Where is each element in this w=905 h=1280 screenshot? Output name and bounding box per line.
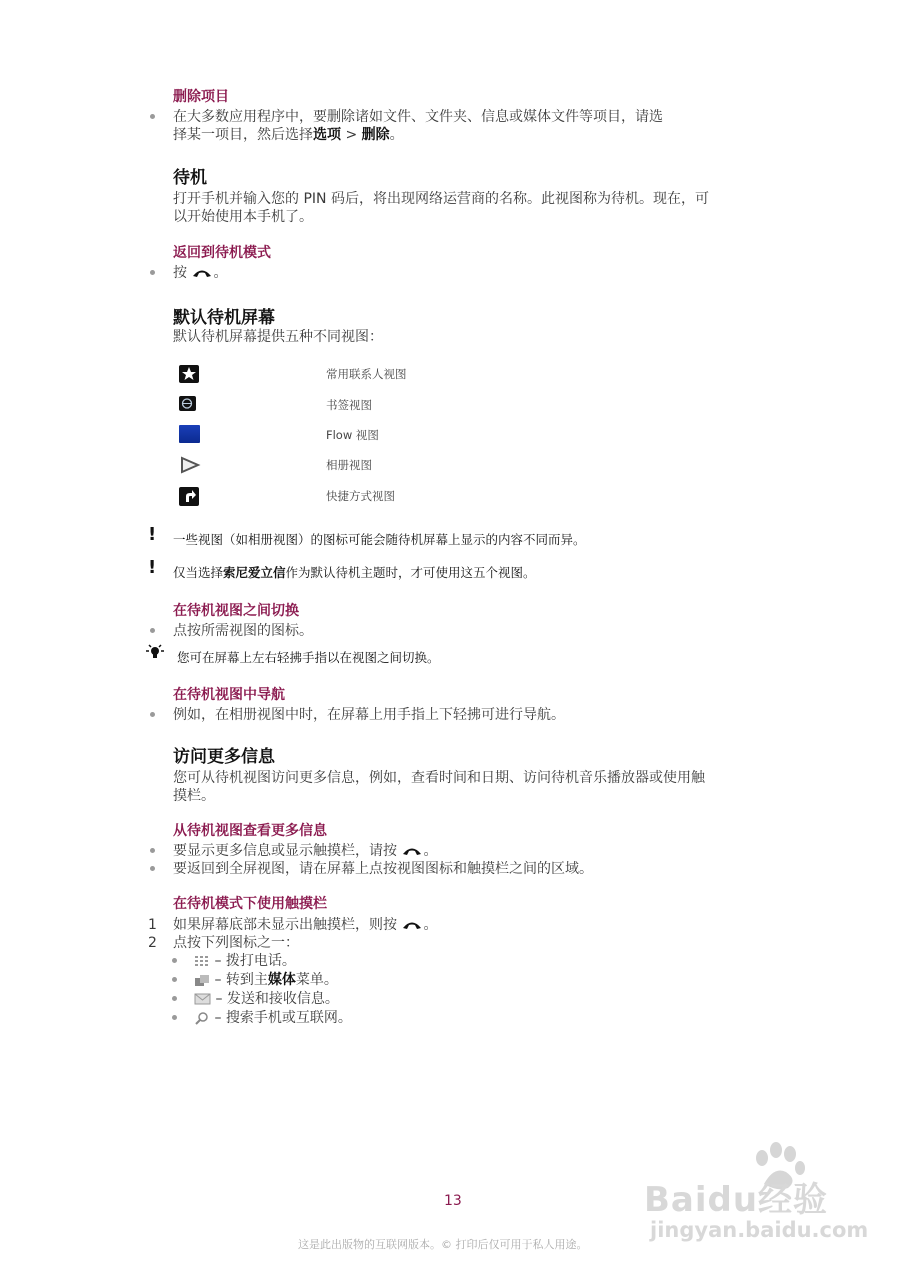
note-theme (173, 563, 536, 581)
bullet-icon (150, 712, 155, 717)
exclamation-icon: ! (148, 524, 157, 545)
step-1-end: 。 (423, 917, 438, 933)
standby-text (173, 190, 763, 226)
bullet-icon (150, 848, 155, 853)
more-info-text (173, 769, 773, 805)
tip-lightbulb-icon (145, 644, 165, 662)
more-info-line-1: 您可从待机视图访问更多信息，例如，查看时间和日期、访问待机音乐播放器或使用触 (173, 770, 705, 786)
view-label-bookmark: 书签视图 (326, 398, 372, 412)
step-1-pre: 如果屏幕底部未显示出触摸栏，则按 (173, 917, 397, 933)
press-end: 。 (213, 265, 228, 281)
bookmark-globe-icon (179, 396, 196, 411)
section-title-more-info: 访问更多信息 (173, 747, 275, 767)
return-standby-text (173, 264, 227, 282)
dialpad-icon (194, 955, 210, 967)
exclamation-icon: ! (148, 557, 157, 578)
sub-item-messaging-text: – 发送和接收信息。 (215, 991, 339, 1007)
watermark-url: jingyan.baidu.com (650, 1218, 869, 1242)
default-standby-intro: 默认待机屏幕提供五种不同视图： (173, 329, 383, 345)
page-number: 13 (444, 1193, 462, 1209)
view-label-flow: Flow 视图 (326, 428, 379, 442)
bullet-icon (172, 958, 177, 963)
bullet-icon (150, 114, 155, 119)
watermark-brand: Baidu经验 (644, 1180, 829, 1220)
step-1-text (173, 916, 437, 934)
navigate-item: 例如，在相册视图中时，在屏幕上用手指上下轻拂可进行导航。 (173, 707, 565, 723)
note-icons-vary: 一些视图（如相册视图）的图标可能会随待机屏幕上显示的内容不同而异。 (173, 532, 586, 547)
delete-line-2 (173, 126, 753, 144)
view-more-item-1-end: 。 (423, 843, 438, 859)
sub-item-media-pre: – 转到主 (214, 972, 268, 988)
section-title-default-standby: 默认待机屏幕 (173, 308, 275, 328)
note-theme-post: 作为默认待机主题时，才可使用这五个视图。 (285, 565, 536, 580)
end-call-icon (191, 267, 213, 279)
sub-item-call (194, 952, 296, 970)
end-call-icon (401, 919, 423, 931)
sub-item-call-text: – 拨打电话。 (214, 953, 296, 969)
sub-item-media (194, 971, 338, 989)
tip-swipe: 您可在屏幕上左右轻拂手指以在视图之间切换。 (177, 650, 440, 665)
standby-line-1: 打开手机并输入您的 PIN 码后，将出现网络运营商的名称。此视图称为待机。现在，可 (173, 191, 709, 207)
section-title-navigate: 在待机视图中导航 (173, 687, 285, 703)
bullet-icon (172, 977, 177, 982)
flow-icon (179, 425, 200, 443)
view-more-item-1-text: 要显示更多信息或显示触摸栏，请按 (173, 843, 397, 859)
section-title-delete-item: 删除项目 (173, 89, 229, 105)
section-title-return-standby: 返回到待机模式 (173, 245, 271, 261)
delete-label: 删除 (361, 127, 390, 143)
delete-line-1: 在大多数应用程序中，要删除诸如文件、文件夹、信息或媒体文件等项目，请选 (173, 109, 663, 125)
switch-views-item: 点按所需视图的图标。 (173, 623, 313, 639)
bullet-icon (150, 628, 155, 633)
view-label-shortcut: 快捷方式视图 (326, 489, 395, 503)
section-title-view-more-info: 从待机视图查看更多信息 (173, 823, 327, 839)
sub-item-search (194, 1009, 352, 1027)
album-play-icon (179, 456, 201, 474)
step-1-number: 1 (148, 917, 157, 933)
view-more-item-1 (173, 842, 437, 860)
section-title-touch-bar: 在待机模式下使用触摸栏 (173, 896, 327, 912)
step-2-text: 点按下列图标之一： (173, 935, 299, 951)
section-title-standby: 待机 (173, 168, 207, 188)
step-2-number: 2 (148, 935, 157, 951)
end-call-icon (401, 845, 423, 857)
delete-line-end: 。 (389, 127, 404, 143)
section-title-switch-views: 在待机视图之间切换 (173, 603, 299, 619)
bullet-icon (172, 996, 177, 1001)
bullet-icon (150, 270, 155, 275)
separator: > (341, 127, 362, 143)
delete-item-text (173, 108, 753, 144)
sub-item-messaging (194, 990, 339, 1008)
copyright-notice: 这是此出版物的互联网版本。© 打印后仅可用于私人用途。 (298, 1238, 588, 1251)
more-info-line-2: 摸栏。 (173, 788, 215, 804)
view-more-item-2: 要返回到全屏视图，请在屏幕上点按视图图标和触摸栏之间的区域。 (173, 861, 593, 877)
bullet-icon (172, 1015, 177, 1020)
note-theme-pre: 仅当选择 (173, 565, 224, 580)
sub-item-media-post: 菜单。 (295, 972, 338, 988)
press-label: 按 (173, 265, 187, 281)
bullet-icon (150, 866, 155, 871)
media-label: 媒体 (267, 972, 296, 988)
search-icon (194, 1011, 210, 1025)
shortcut-arrow-icon (179, 487, 199, 506)
options-label: 选项 (313, 127, 341, 143)
sub-item-search-text: – 搜索手机或互联网。 (214, 1010, 352, 1026)
contacts-star-icon (179, 365, 199, 383)
baidu-watermark (640, 1140, 880, 1250)
delete-line-2-pre: 择某一项目，然后选择 (173, 127, 313, 143)
standby-line-2: 以开始使用本手机了。 (173, 209, 313, 225)
note-theme-brand: 索尼爱立信 (223, 565, 286, 580)
media-icon (194, 974, 210, 987)
view-label-contacts: 常用联系人视图 (326, 367, 407, 381)
view-label-album: 相册视图 (326, 458, 372, 472)
envelope-icon (194, 993, 211, 1005)
